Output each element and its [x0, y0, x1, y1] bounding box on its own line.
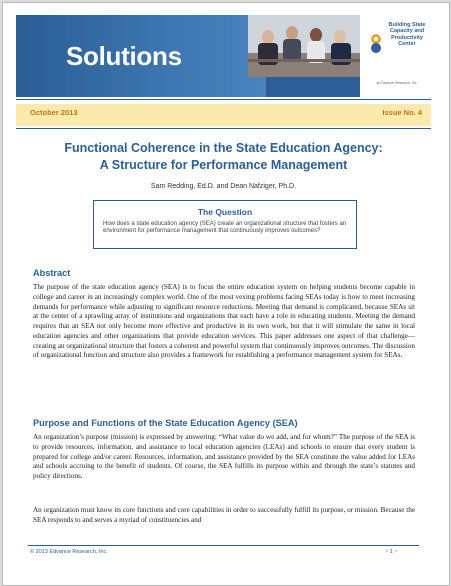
footer-copyright: © 2013 Edvance Research, Inc. — [30, 549, 108, 555]
logo-text — [382, 22, 431, 47]
authors: Sam Redding, Ed.D. and Dean Nafziger, Ph.D. — [150, 183, 297, 190]
footer-rule — [28, 545, 419, 546]
abstract-text: The purpose of the state education agency (SEA) is to focus the entire education system on helping students become capable in college and career in an increasingly complex world. One of the most vexing problems facing SEAs today is how to meet increasing demands for performance while adjusting to significant resource reductions. Meeting that demand is complicated, because SEAs sit at the center of a sprawling array of institutions and organizations that each have a role in educating students. Meeting the demand requires that an SEA not only become more effective and productive in its own work, but that it will stimulate the same in local education agencies and other organizations that provide education services. This paper addresses one aspect of that challenge—creating an organizational structure that fosters a coherent and powerful system that continuously improves outcomes. The discussion of organizational function and structure also provides a framework for establishing a performance management system for SEAs. — [33, 283, 415, 360]
title-line-1: Functional Coherence in the State Education Agency: — [64, 141, 383, 155]
issue-rule — [16, 128, 431, 129]
meeting-photo-image — [248, 15, 360, 77]
abstract-heading: Abstract — [33, 268, 71, 278]
purpose-paragraph-2: An organization must know its core functions and core capabilities in order to successfully fulfill its purpose, or mission. Because the SEA responds to and serves a myriad of constituencies and — [33, 506, 415, 524]
purpose-heading: Purpose and Functions of the State Education Agency (SEA) — [33, 418, 298, 428]
header-photo — [248, 15, 360, 77]
page-number: ~ 1 ~ — [385, 549, 398, 555]
purpose-paragraph-1: An organization’s purpose (mission) is expressed by answering: “What value do we add, and for whom?” The purpose of the SEA is to provide resources, information, and assistance to local education agencies (LEAs) and schools to ensure that every student is prepared for college and/or career. Resources, information, and assistance provided by the SEA constitute the value added for LEAs and schools accruing to the benefit of students. Of course, the SEA fulfills its purpose within and through the state’s statutes and policy directions. — [33, 433, 415, 480]
issue-bar — [16, 104, 431, 126]
paper-title — [16, 140, 431, 174]
issue-date: October 2013 — [30, 108, 78, 117]
header-rule — [16, 99, 431, 100]
bscp-logo — [360, 15, 431, 97]
title-line-2: A Structure for Performance Management — [99, 158, 348, 172]
publication-title: Solutions — [66, 41, 182, 71]
logo-line: Building State — [388, 22, 426, 28]
question-box — [93, 200, 357, 249]
logo-subtitle: at Edvance Research, Inc. — [376, 81, 418, 85]
header-banner — [16, 15, 431, 97]
issue-number: Issue No. 4 — [382, 108, 422, 117]
question-heading: The Question — [197, 207, 253, 217]
logo-line: Center — [398, 40, 416, 47]
logo-line: Capacity and — [389, 28, 425, 35]
question-text: How does a state education agency (SEA) create an organizational structure that fosters an environment for performance management that continuously improves outcomes? — [103, 221, 347, 235]
document-page — [2, 2, 450, 586]
logo-line: Productivity — [391, 34, 423, 41]
